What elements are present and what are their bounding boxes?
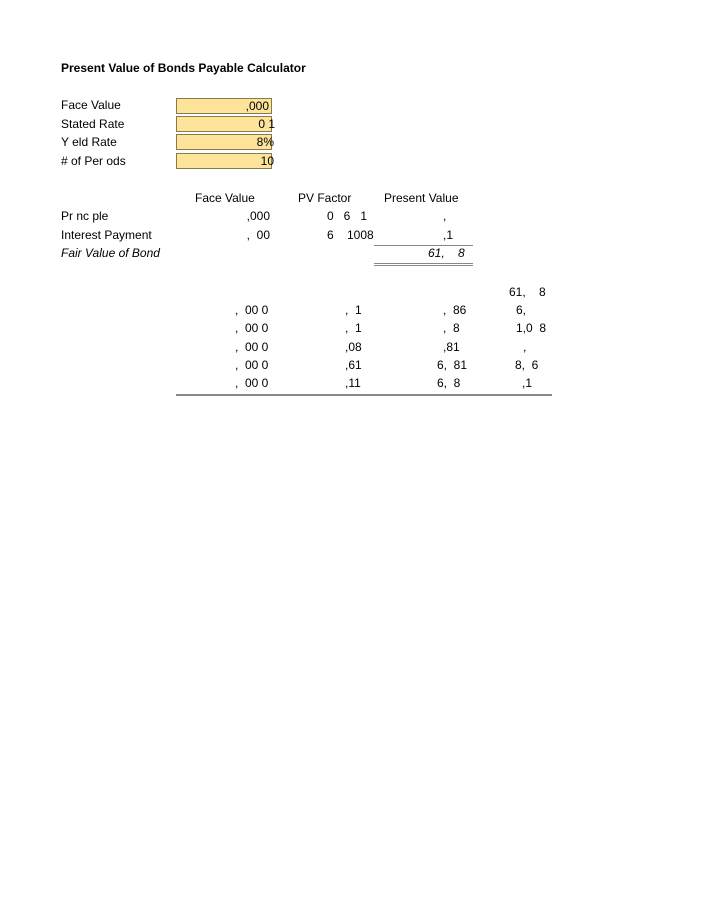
periods-input-value: 10 — [260, 154, 274, 168]
face-value-label: Face Value — [61, 98, 121, 112]
yield-rate-input[interactable] — [176, 134, 272, 150]
interest-payment-face-value: , 00 — [246, 228, 270, 242]
stated-rate-input-value: 0 1 — [258, 117, 275, 131]
schedule-row-4-col-2: ,61 — [345, 358, 362, 372]
schedule-row-5-col-1: , 00 0 — [235, 376, 269, 390]
principal-face-value: ,000 — [246, 209, 270, 223]
header-face-value: Face Value — [195, 191, 255, 205]
schedule-row-1-col-2: , 1 — [345, 303, 362, 317]
stated-rate-label: Stated Rate — [61, 117, 125, 131]
principal-pv-factor: 0 6 1 — [327, 209, 368, 223]
header-pv-factor: PV Factor — [298, 191, 352, 205]
schedule-row-4-col-4: 8, 6 — [515, 358, 539, 372]
principal-label: Pr nc ple — [61, 209, 109, 223]
interest-payment-pv-factor: 6 1008 — [327, 228, 374, 242]
schedule-row-3-col-1: , 00 0 — [235, 340, 269, 354]
interest-payment-label: Interest Payment — [61, 228, 152, 242]
yield-rate-label: Y eld Rate — [61, 135, 117, 149]
schedule-row-5-col-2: ,11 — [345, 376, 361, 390]
schedule-row-3-col-4: , — [523, 340, 527, 354]
schedule-row-4-col-1: , 00 0 — [235, 358, 269, 372]
schedule-row-4-col-3: 6, 81 — [437, 358, 468, 372]
principal-present-value: , — [443, 209, 447, 223]
schedule-row-1-col-1: , 00 0 — [235, 303, 269, 317]
total-double-underline — [374, 263, 473, 266]
schedule-bottom-border — [176, 394, 552, 396]
periods-label: # of Per ods — [61, 154, 126, 168]
schedule-row-2-col-3: , 8 — [443, 321, 460, 335]
fair-value-amount: 61, 8 — [428, 246, 465, 260]
yield-rate-input-value: 8% — [256, 135, 274, 149]
schedule-row-1-col-3: , 86 — [443, 303, 467, 317]
interest-payment-present-value: ,1 — [443, 228, 454, 242]
header-present-value: Present Value — [384, 191, 459, 205]
schedule-opening-balance: 61, 8 — [509, 285, 546, 299]
schedule-row-3-col-2: ,08 — [345, 340, 362, 354]
periods-input[interactable] — [176, 153, 272, 169]
page-title: Present Value of Bonds Payable Calculator — [61, 61, 306, 75]
stated-rate-input[interactable] — [176, 116, 275, 132]
schedule-row-2-col-1: , 00 0 — [235, 321, 269, 335]
schedule-row-2-col-2: , 1 — [345, 321, 362, 335]
schedule-row-2-col-4: 1,0 8 — [516, 321, 547, 335]
schedule-row-5-col-3: 6, 8 — [437, 376, 461, 390]
schedule-row-5-col-4: ,1 — [522, 376, 533, 390]
fair-value-label: Fair Value of Bond — [61, 246, 160, 260]
face-value-input[interactable] — [176, 98, 272, 114]
face-value-input-value: ,000 — [245, 99, 269, 113]
schedule-row-3-col-3: ,81 — [443, 340, 460, 354]
schedule-row-1-col-4: 6, — [516, 303, 527, 317]
